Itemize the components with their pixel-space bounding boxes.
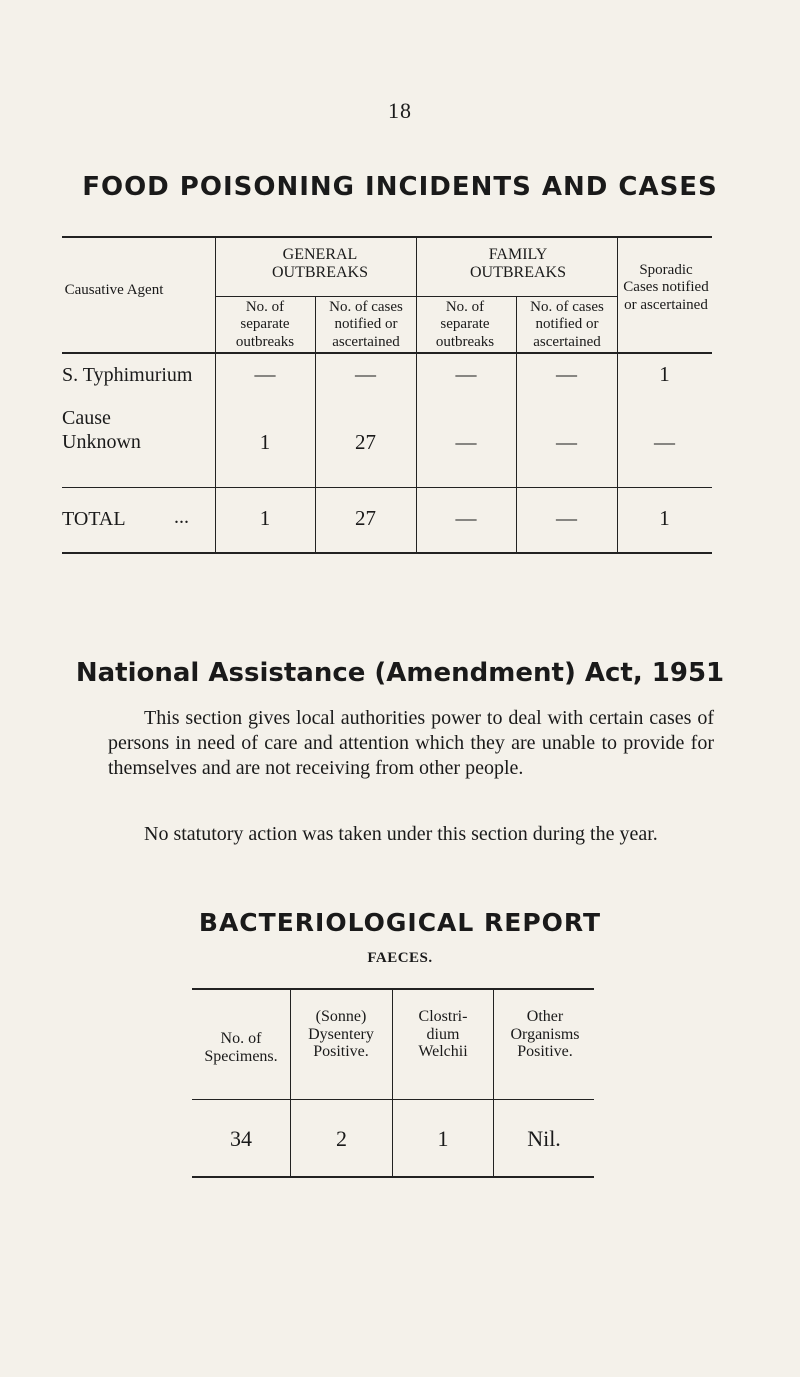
value-other-organisms: Nil.	[527, 1126, 561, 1151]
bacteriological-report-title: BACTERIOLOGICAL REPORT	[198, 908, 602, 937]
table-cell: —	[556, 362, 577, 386]
table-rule-header-bottom	[62, 352, 712, 354]
header-causative-agent: Causative Agent	[64, 282, 164, 298]
table-rule-bottom	[62, 552, 712, 554]
food-poisoning-title: FOOD POISONING INCIDENTS AND CASES	[82, 172, 718, 202]
header-no-of-specimens: No. of Specimens.	[204, 1030, 278, 1065]
header-family-separate-outbreaks: No. of separate outbreaks	[435, 299, 495, 350]
table-cell: —	[455, 362, 477, 386]
header-general-cases-notified: No. of cases notified or ascertained	[329, 299, 403, 350]
page-number: 18	[388, 98, 412, 123]
table-rule-total-top	[62, 487, 712, 488]
row-agent-cause-unknown: Cause Unknown	[62, 407, 141, 453]
header-other-organisms: Other Organisms Positive.	[510, 1008, 580, 1061]
table-cell: —	[254, 362, 276, 386]
table-cell: —	[455, 430, 477, 454]
national-assistance-paragraph-1: This section gives local authorities power to deal with certain cases of persons in need of care and attention which they are unable to provide for themselves and are not receiving from other people.	[108, 707, 714, 780]
value-clostridium: 1	[437, 1126, 449, 1151]
header-family-cases-notified: No. of cases notified or ascertained	[530, 299, 604, 350]
table-rule-header-bottom	[192, 1099, 594, 1100]
table-col-rule	[215, 236, 216, 552]
table-cell: 27	[355, 430, 376, 454]
header-sporadic-cases: Sporadic Cases notified or ascertained	[623, 262, 709, 313]
total-cell: 1	[659, 506, 670, 530]
total-cell: 1	[259, 506, 271, 530]
table-cell: 1	[259, 430, 271, 454]
header-general-outbreaks: GENERAL OUTBREAKS	[271, 246, 368, 282]
table-cell: —	[556, 430, 577, 454]
header-family-outbreaks: FAMILY OUTBREAKS	[469, 246, 566, 282]
table-cell: —	[654, 430, 675, 454]
value-dysentery: 2	[336, 1126, 347, 1151]
header-sonne-dysentery: (Sonne) Dysentery Positive.	[308, 1008, 374, 1061]
row-agent-s-typhimurium: S. Typhimurium	[62, 364, 193, 386]
header-general-separate-outbreaks: No. of separate outbreaks	[235, 299, 295, 350]
table-col-rule	[416, 236, 417, 552]
total-label: TOTAL	[62, 508, 126, 530]
table-rule-top	[192, 988, 594, 990]
national-assistance-title: National Assistance (Amendment) Act, 1951	[75, 658, 725, 688]
food-poisoning-table	[62, 236, 712, 554]
table-rule-top	[62, 236, 712, 238]
value-specimens: 34	[230, 1126, 252, 1151]
table-col-rule	[617, 236, 618, 552]
total-cell: —	[455, 506, 477, 530]
bacteriological-table	[192, 988, 594, 1178]
table-cell: —	[355, 362, 376, 386]
national-assistance-paragraph-2: No statutory action was taken under this section during the year.	[144, 823, 658, 845]
total-cell: 27	[355, 506, 376, 530]
total-cell: —	[556, 506, 577, 530]
table-cell: 1	[659, 362, 670, 386]
header-clostridium-welchii: Clostri- dium Welchii	[418, 1008, 468, 1061]
total-leader-dots: ...	[174, 506, 189, 528]
table-rule-bottom	[192, 1176, 594, 1178]
faeces-subtitle: FAECES.	[367, 950, 433, 966]
